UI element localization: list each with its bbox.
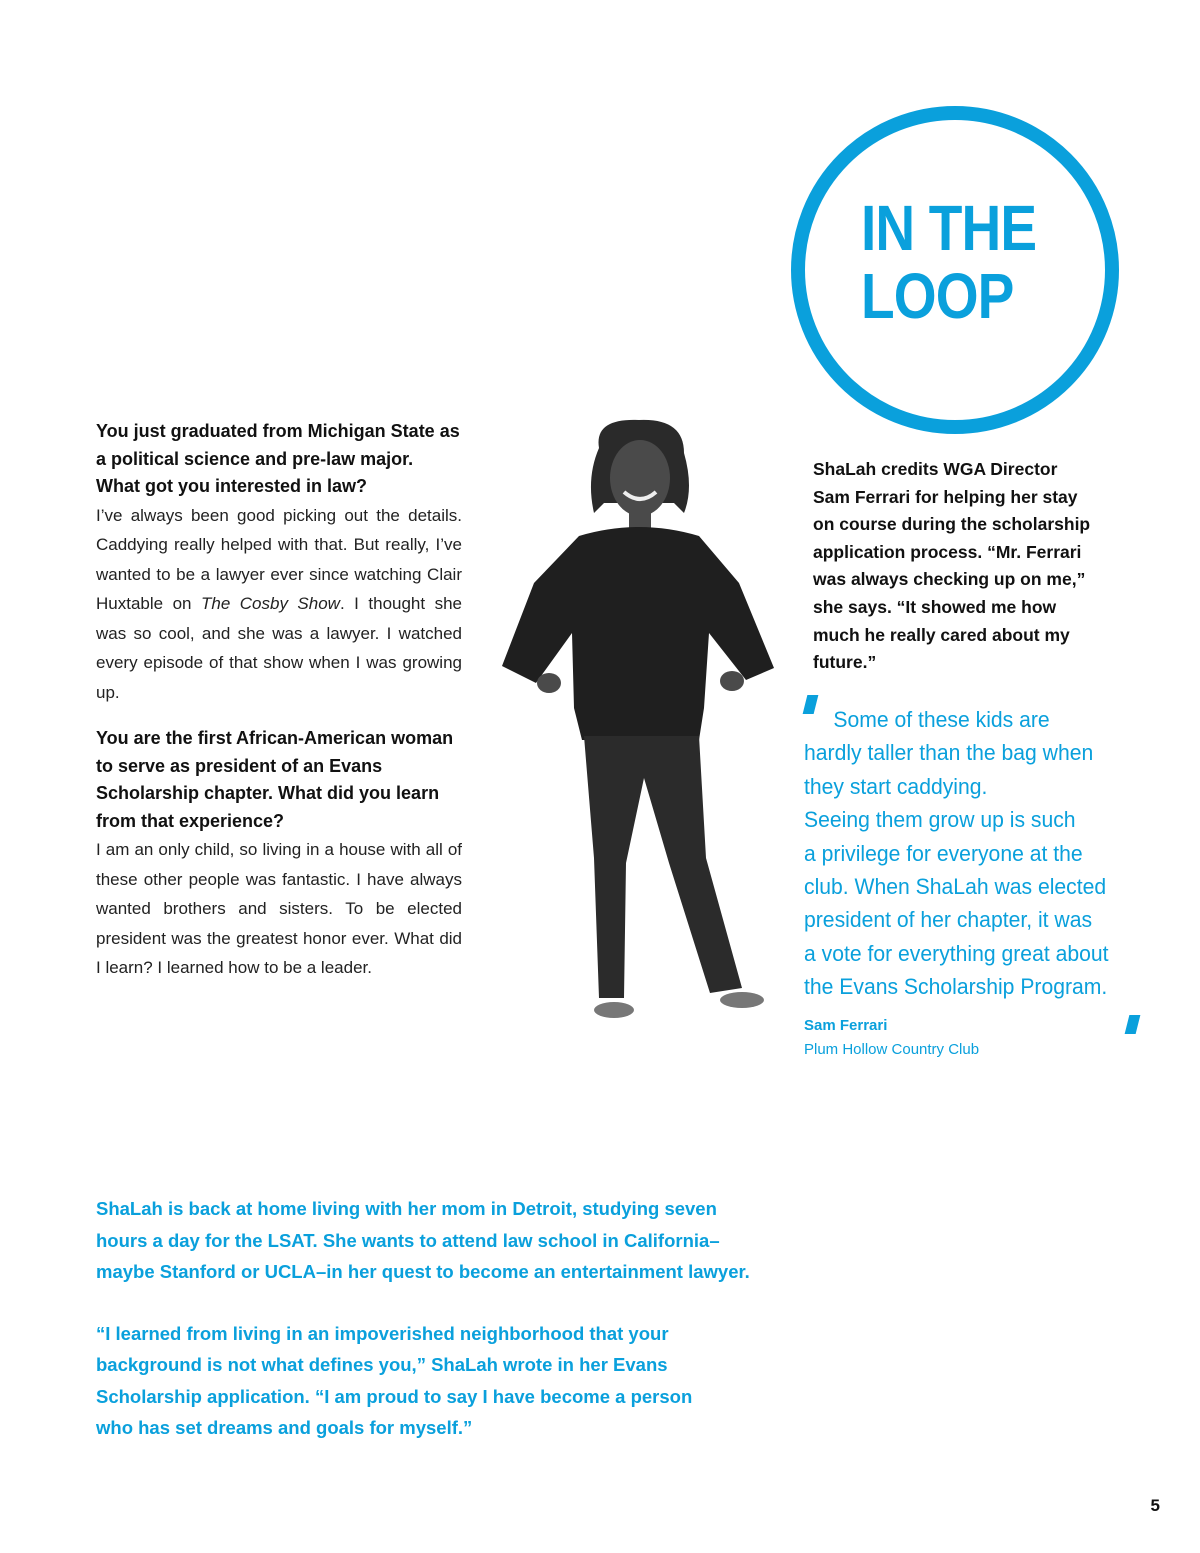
quote-line: a privilege for everyone at the [804,840,1083,866]
in-the-loop-badge-text [861,192,1037,332]
page-number: 5 [1150,1496,1160,1515]
closing-paragraph-1: ShaLah is back at home living with her mom in Detroit, studying seven hours a day for the LSAT. She wants to attend law school in California– maybe Stanford or UCLA–in her quest to become an entertainment lawyer. [96,1198,750,1282]
quote-line: Some of these kids are [804,707,1050,732]
interview-column [96,418,462,1001]
badge-line-2: LOOP [861,260,1014,332]
closing-paragraph-2: “I learned from living in an impoverished neighborhood that your background is not what defines you,” ShaLah wrote in her Evans Scholarship application. “I am proud to say I have become a person who has set dreams and goals for myself.” [96,1322,693,1438]
quote-line: club. When ShaLah was elected [804,874,1107,900]
quote-line: a vote for everything great about [804,940,1109,966]
quote-line: president of her chapter, it was [804,907,1093,933]
quote-line: they start caddying. [804,773,988,799]
quote-line: hardly taller than the bag when [804,740,1094,766]
quote-attribution-name: Sam Ferrari [804,1017,888,1034]
answer-1: I’ve always been good picking out the details. Caddying really helped with that. But really, I’ve wanted to be a lawyer ever since watching Clair Huxtable on The Cosby Show. I thought she was so cool, and she was a lawyer. I watched every episode of that show when I was growing up. [96,505,463,702]
badge-line-1: IN THE [861,192,1037,264]
portrait-photo [494,418,784,1028]
show-title: The Cosby Show [200,594,340,613]
quote-attribution-club: Plum Hollow Country Club [804,1041,980,1058]
intro-paragraph: ShaLah credits WGA Director Sam Ferrari for helping her stay on course during the scholarship application process. “Mr. Ferrari was always checking up on me,” she says. “It showed me how much he really cared about my future.” [813,459,1091,673]
quote-line: the Evans Scholarship Program. [804,974,1108,1000]
pull-quote [804,703,1124,1004]
question-2: You are the first African-American woman to serve as president of an Evans Scholarship chapter. What did you learn from that experience? [96,728,454,831]
answer-2: I am an only child, so living in a house with all of these other people was fantastic. I have always wanted brothers and sisters. To be elected president was the greatest honor ever. What did I learn? I learned how to be a leader. [96,840,462,977]
closing-section [96,1193,796,1474]
quote-line: Seeing them grow up is such [804,807,1076,833]
question-1: You just graduated from Michigan State as a political science and pre-law major. What got you interested in law? [96,421,460,496]
close-quote-mark-icon [1125,1015,1141,1034]
